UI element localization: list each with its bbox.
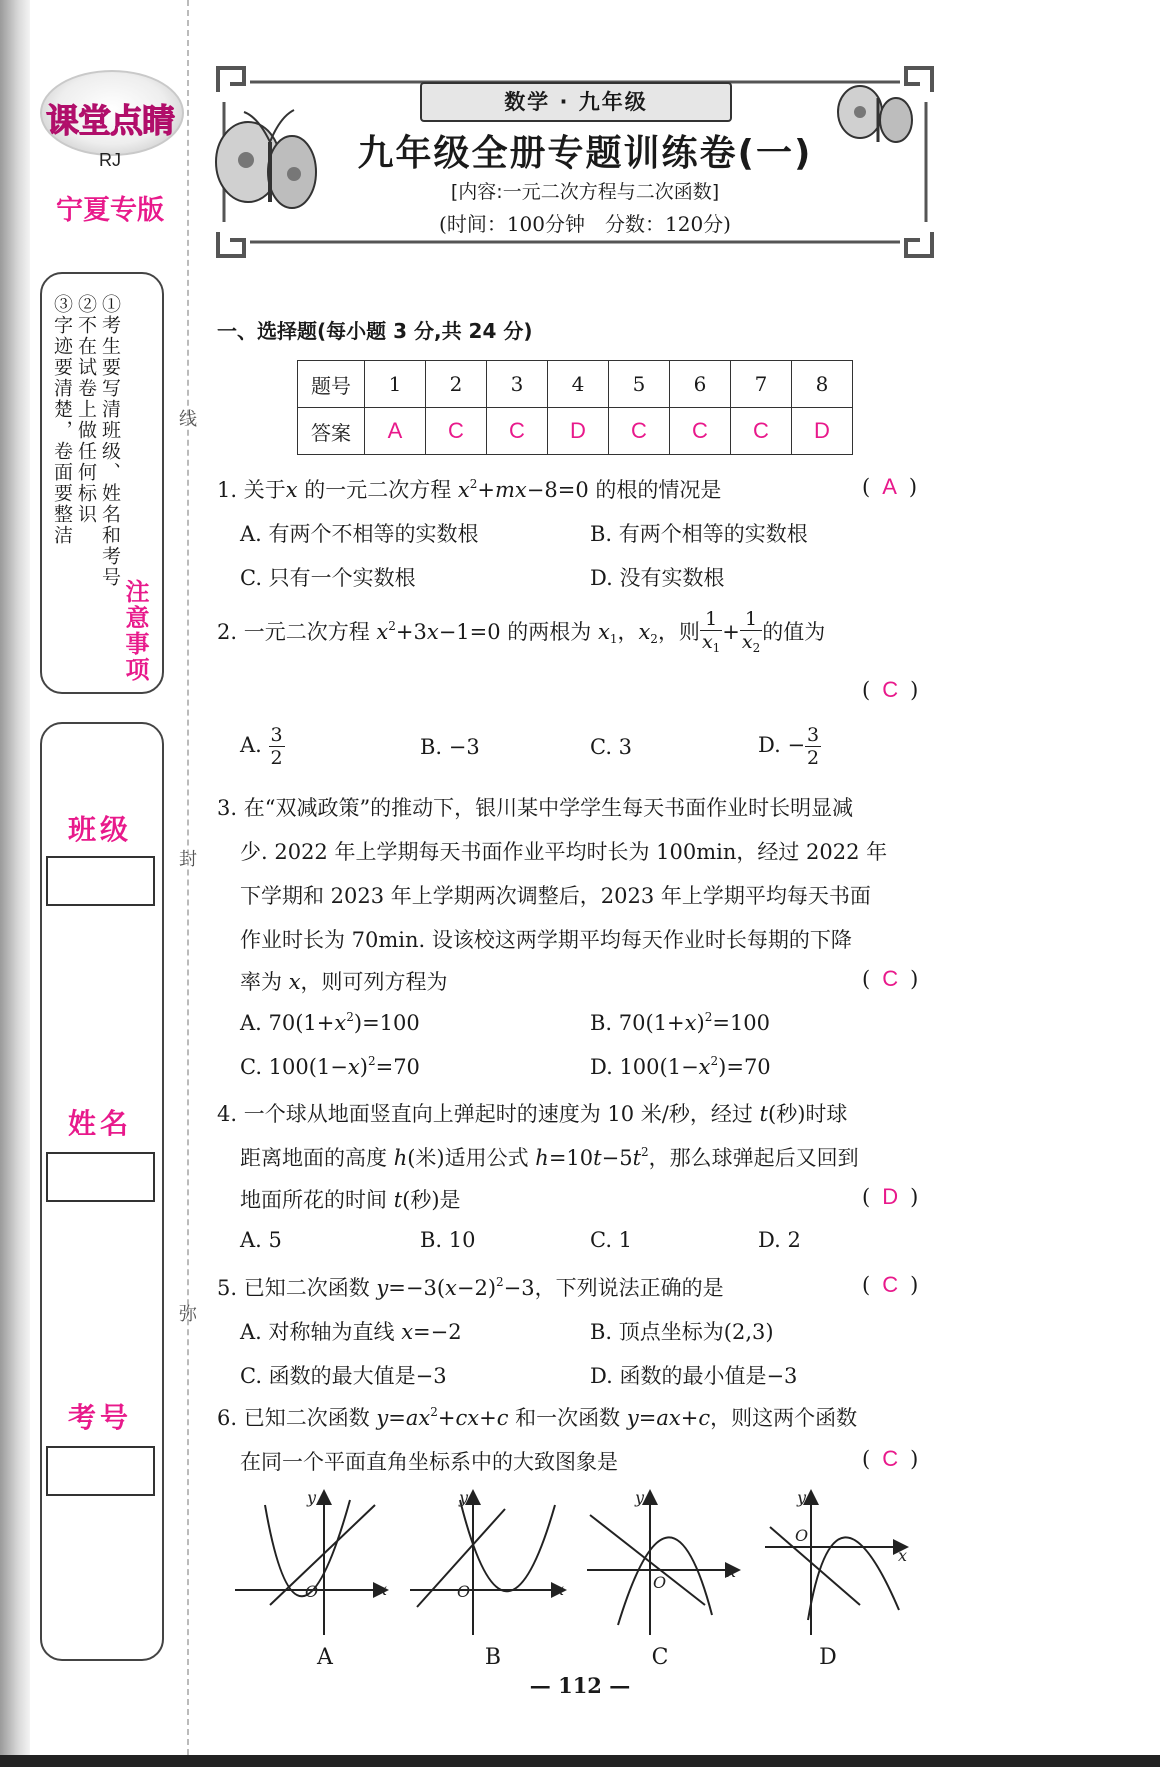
subject-tab: 数学 · 九年级 [420,82,732,122]
svg-text:x: x [898,1546,908,1565]
q1-stem: 1. 关于x 的一元二次方程 $x^2+mx-8=0$ 的根的情况是 [217,477,722,502]
q3-line-3: 下学期和 2023 年上学期两次调整后，2023 年上学期平均每天书面 [240,884,871,908]
answer-cell[interactable]: A [365,408,426,455]
question-number: 6 [670,361,731,408]
section-heading: 一、选择题(每小题 3 分,共 24 分) [217,319,533,343]
seal-char-close: 弥 [179,1304,197,1325]
name-label: 姓名 [67,1107,132,1140]
answer-cell[interactable]: C [426,408,487,455]
notice-line-3: ③字迹要清楚，卷面要整洁 [51,294,73,546]
q4-option-c: C. 1 [590,1228,633,1252]
name-field[interactable] [46,1152,155,1202]
svg-text:y: y [797,1488,807,1507]
q5-stem: 5. 已知二次函数 $y=-3(x-2)^2-3$，下列说法正确的是 [217,1275,724,1300]
svg-text:x: x [555,1580,565,1599]
q6-graphs [235,1485,915,1650]
table-row-label: 题号 [298,361,365,408]
bottom-edge [0,1755,1160,1767]
q5-answer[interactable]: C [882,1272,899,1297]
question-number: 1 [365,361,426,408]
answer-cell[interactable]: C [487,408,548,455]
question-number: 5 [609,361,670,408]
q3-answer[interactable]: C [882,966,899,991]
svg-text:O: O [457,1582,471,1601]
q1-answer-bracket: ( A ) [862,474,918,499]
table-row [298,408,853,455]
seal-char-seal: 封 [179,849,197,870]
svg-text:x: x [378,1580,388,1599]
q4-option-d: D. 2 [758,1228,801,1252]
answer-cell[interactable]: C [731,408,792,455]
answer-cell[interactable]: D [548,408,609,455]
q2-option-d: D. − $\frac{3}{2}$ [758,724,820,769]
paper-title: 九年级全册专题训练卷(一) [357,133,813,174]
q4-answer[interactable]: D [882,1184,899,1209]
q1-answer[interactable]: A [882,474,897,499]
seal-dashed-line [187,0,189,1755]
graph-b [410,1493,563,1635]
notice-line-1: ①考生要写清班级、姓名和考号 [99,294,121,588]
q3-answer-bracket: ( C ) [862,966,919,991]
q6-line-1: 6. 已知二次函数 $y=ax^2+cx+c$ 和一次函数 y=ax+c，则这两个函数 [217,1405,858,1430]
table-row [298,361,853,408]
q3-option-d: D. $100(1-x^2)=70$ [590,1054,771,1079]
edition-code: RJ [99,150,121,170]
exam-id-label: 考号 [67,1401,132,1434]
class-field[interactable] [46,856,155,906]
q2-answer[interactable]: C [882,677,899,702]
table-row-label: 答案 [298,408,365,455]
question-number: 8 [792,361,853,408]
graph-a [235,1493,388,1635]
class-label: 班级 [67,813,132,846]
q4-option-a: A. 5 [240,1228,282,1252]
q4-line-3: 地面所花的时间 t(秒)是 [240,1188,461,1212]
q5-option-c: C. 函数的最大值是−3 [240,1364,447,1388]
q2-option-a: A. $\frac{3}{2}$ [240,724,283,769]
notice-line-2: ②不在试卷上做任何标识 [75,294,97,525]
svg-text:O: O [795,1526,809,1545]
q6-line-2: 在同一个平面直角坐标系中的大致图象是 [240,1450,618,1474]
graph-c [587,1493,737,1635]
q2-answer-bracket: ( C ) [862,677,919,702]
q4-line-1: 4. 一个球从地面竖直向上弹起时的速度为 10 米/秒，经过 t(秒)时球 [217,1102,848,1126]
svg-text:O: O [653,1573,667,1592]
graph-d [765,1493,908,1635]
graph-label-b: B [484,1645,502,1670]
answer-table [297,360,853,455]
q3-option-b: B. $70(1+x)^2=100$ [590,1010,771,1035]
notice-heading: 注意事项 [121,579,149,683]
q5-option-d: D. 函数的最小值是−3 [590,1364,798,1388]
edition-name: 宁夏专版 [56,195,164,226]
q5-answer-bracket: ( C ) [862,1272,919,1297]
q3-line-4: 作业时长为 70min. 设该校这两学期平均每天作业时长每期的下降 [240,928,852,952]
q4-line-2: 距离地面的高度 h(米)适用公式 $h=10t-5t^2$，那么球弹起后又回到 [240,1145,859,1170]
q2-stem: 2. 一元二次方程 $x^2+3x-1=0$ 的两根为 $x_1$，$x_2$，则 $\frac{1}{x_1}$ + $\frac{1}{x_2}$ 的值为 [217,608,826,655]
q3-line-5: 率为 x，则可列方程为 [240,970,448,994]
brand-logo: 课堂点睛 [46,101,174,140]
exam-id-field[interactable] [46,1446,155,1496]
graph-label-c: C [651,1645,669,1670]
q3-option-c: C. $100(1-x)^2=70$ [240,1054,420,1079]
svg-text:y: y [635,1488,645,1507]
q4-option-b: B. 10 [420,1228,476,1252]
q5-option-a: A. 对称轴为直线 x=−2 [240,1320,462,1344]
content-scope: [内容:一元二次方程与二次函数] [450,181,720,203]
q6-answer[interactable]: C [882,1446,899,1471]
question-number: 2 [426,361,487,408]
seal-char-line: 线 [179,409,197,430]
question-number: 3 [487,361,548,408]
answer-cell[interactable]: C [670,408,731,455]
svg-text:x: x [727,1562,737,1581]
svg-text:y: y [307,1488,317,1507]
q3-option-a: A. $70(1+x^2)=100$ [240,1010,420,1035]
q1-option-a: A. 有两个不相等的实数根 [240,522,479,546]
question-number: 4 [548,361,609,408]
graph-label-a: A [317,1645,333,1670]
svg-text:O: O [305,1582,319,1601]
q1-option-b: B. 有两个相等的实数根 [590,522,808,546]
q2-option-c: C. 3 [590,735,633,759]
q4-answer-bracket: ( D ) [862,1184,919,1209]
question-number: 7 [731,361,792,408]
svg-text:y: y [459,1488,469,1507]
time-and-score: (时间：100分钟 分数：120分) [439,212,731,236]
page-edge-shadow [0,0,30,1767]
page-number: — 112 — [529,1673,631,1698]
q3-line-1: 3. 在“双减政策”的推动下，银川某中学学生每天书面作业时长明显减 [217,796,854,820]
answer-cell[interactable]: D [792,408,853,455]
graph-label-d: D [819,1645,837,1670]
q1-option-d: D. 没有实数根 [590,566,725,590]
notice-box [40,272,164,694]
answer-cell[interactable]: C [609,408,670,455]
q2-option-b: B. −3 [420,735,480,759]
q3-line-2: 少. 2022 年上学期每天书面作业平均时长为 100min，经过 2022 年 [240,840,888,864]
q1-option-c: C. 只有一个实数根 [240,566,416,590]
q5-option-b: B. 顶点坐标为(2,3) [590,1320,774,1344]
q6-answer-bracket: ( C ) [862,1446,919,1471]
